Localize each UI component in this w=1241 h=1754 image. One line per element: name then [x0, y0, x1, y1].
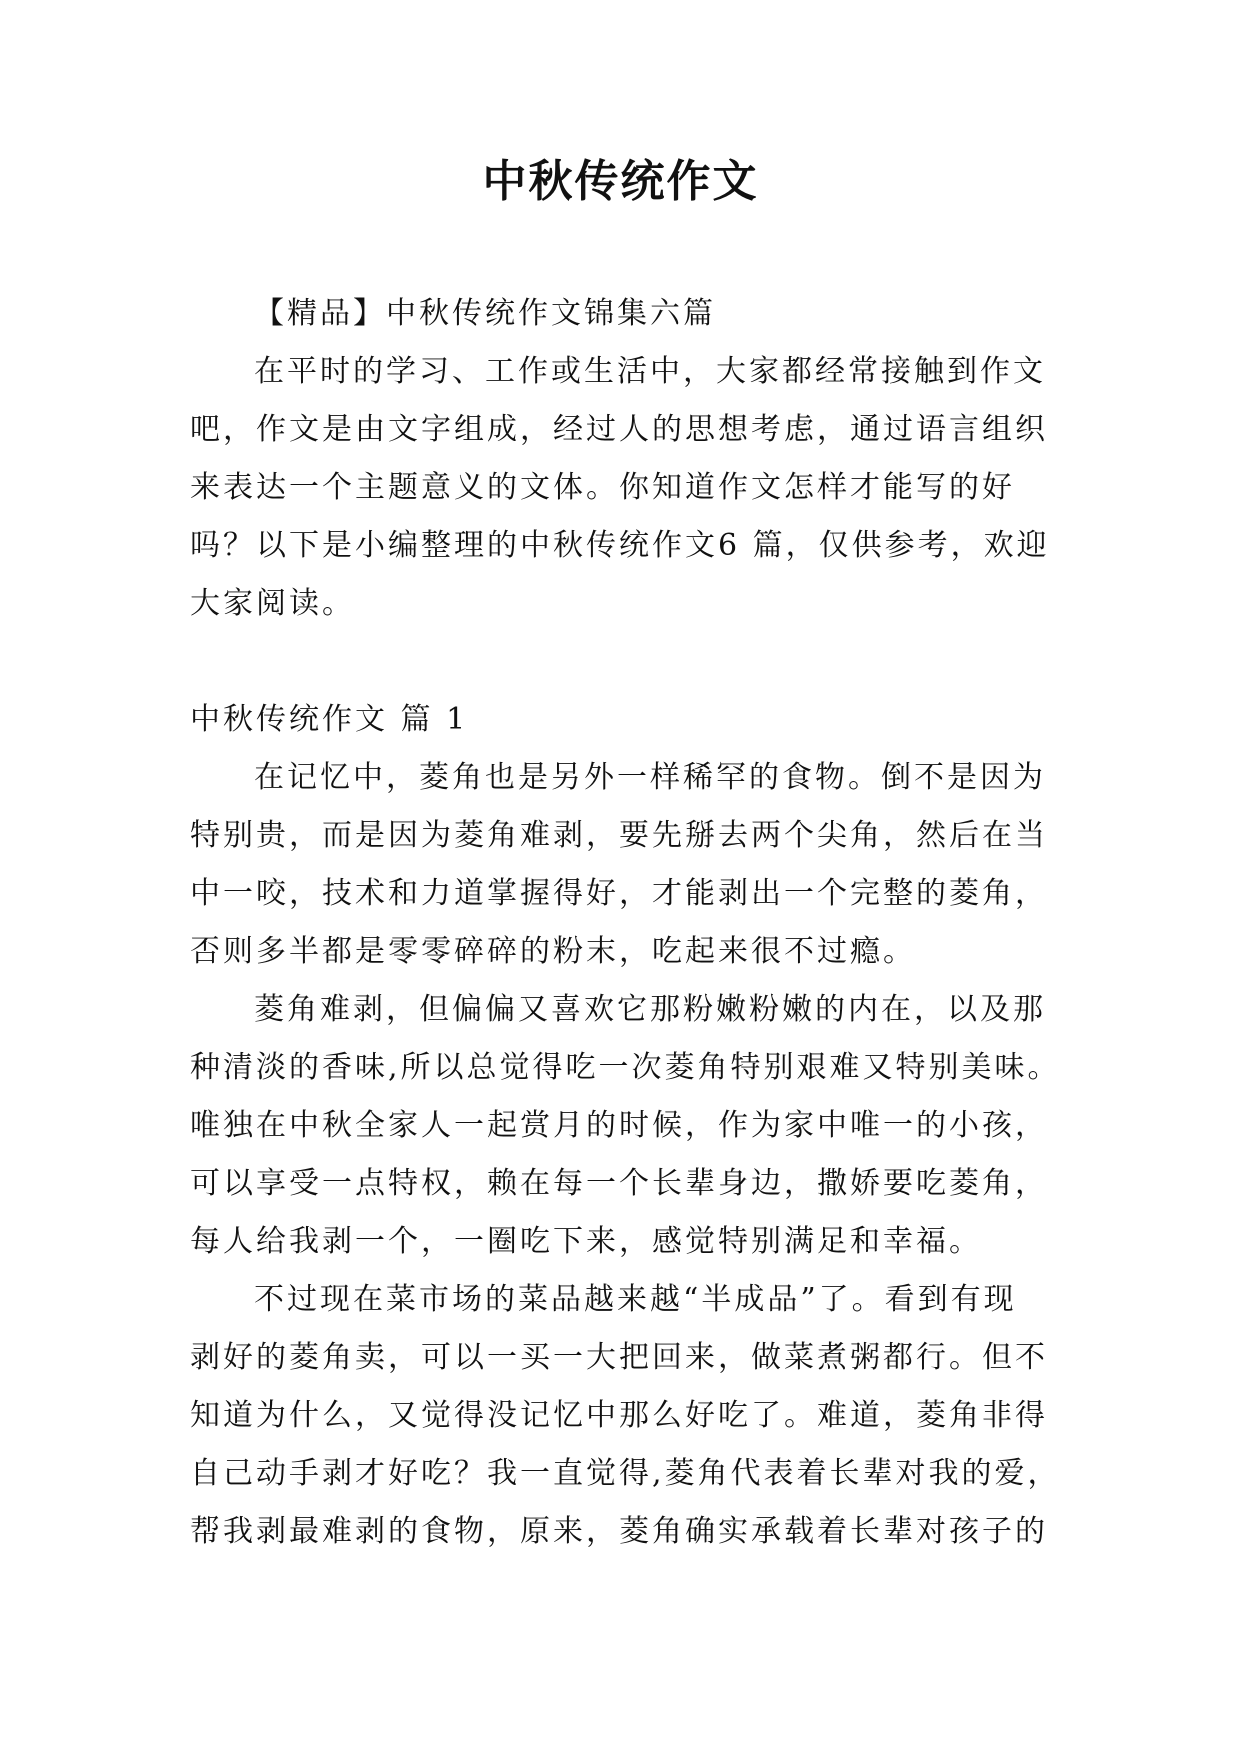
section-heading: 中秋传统作文 篇 1 [190, 702, 469, 737]
text-line: 吧，作文是由文字组成，经过人的思想考虑，通过语言组织 [190, 412, 1048, 447]
text-line [190, 633, 1060, 691]
text-line: 不过现在菜市场的菜品越来越“半成品”了。看到有现 [254, 1282, 1017, 1317]
text-line: 自己动手剥才好吃？我一直觉得,菱角代表着长辈对我的爱， [190, 1456, 1061, 1491]
text-line: 特别贵，而是因为菱角难剥，要先掰去两个尖角，然后在当 [190, 818, 1048, 853]
text-line: 来表达一个主题意义的文体。你知道作文怎样才能写的好 [190, 470, 1015, 505]
text-line: 知道为什么，又觉得没记忆中那么好吃了。难道，菱角非得 [190, 1398, 1048, 1433]
document-title: 中秋传统作文 [482, 156, 759, 207]
text-line: 在记忆中，菱角也是另外一样稀罕的食物。倒不是因为 [254, 760, 1046, 795]
text-line: 可以享受一点特权，赖在每一个长辈身边，撒娇要吃菱角， [190, 1166, 1048, 1201]
text-line: 大家阅读。 [190, 586, 355, 621]
text-line: 吗？以下是小编整理的中秋传统作文6 篇，仅供参考，欢迎 [190, 528, 1050, 563]
text-line: 帮我剥最难剥的食物，原来，菱角确实承载着长辈对孩子的 [190, 1514, 1048, 1549]
document-body [190, 285, 1060, 1561]
text-line: 否则多半都是零零碎碎的粉末，吃起来很不过瘾。 [190, 934, 916, 969]
text-line: 每人给我剥一个，一圈吃下来，感觉特别满足和幸福。 [190, 1224, 982, 1259]
text-line: 剥好的菱角卖，可以一买一大把回来，做菜煮粥都行。但不 [190, 1340, 1048, 1375]
text-line: 菱角难剥，但偏偏又喜欢它那粉嫩粉嫩的内在，以及那 [254, 992, 1046, 1027]
text-line: 种清淡的香味,所以总觉得吃一次菱角特别艰难又特别美味。 [190, 1050, 1061, 1085]
text-line: 在平时的学习、工作或生活中，大家都经常接触到作文 [254, 354, 1046, 389]
text-line: 中一咬，技术和力道掌握得好，才能剥出一个完整的菱角， [190, 876, 1048, 911]
text-line: 唯独在中秋全家人一起赏月的时候，作为家中唯一的小孩， [190, 1108, 1048, 1143]
text-line: 【精品】中秋传统作文锦集六篇 [254, 296, 716, 331]
